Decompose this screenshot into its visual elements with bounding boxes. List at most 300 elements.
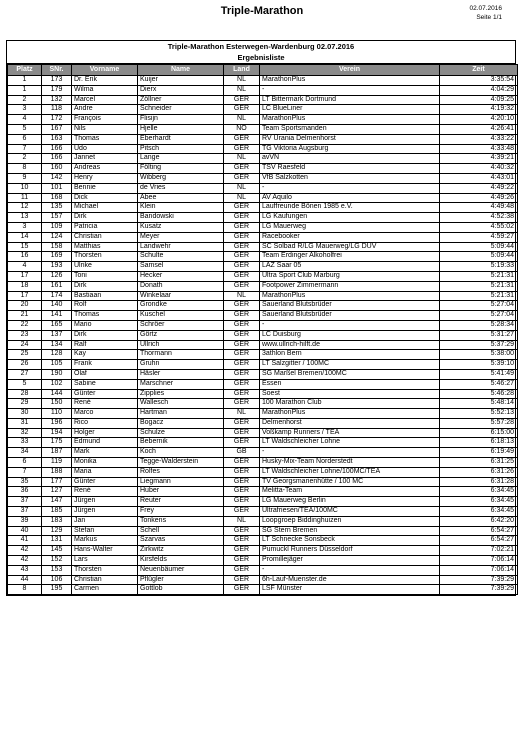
cell-snr: 134 [42, 340, 72, 350]
cell-verein: Essen [260, 379, 440, 389]
cell-platz: 8 [8, 585, 42, 595]
cell-platz: 2 [8, 95, 42, 105]
table-row [8, 242, 518, 252]
cell-vorname: Nils [72, 124, 138, 134]
cell-verein: TV Georgsmarienhütte / 100 MC [260, 477, 440, 487]
cell-platz: 10 [8, 183, 42, 193]
table-row [8, 565, 518, 575]
cell-land: GER [224, 252, 260, 262]
cell-land: GER [224, 556, 260, 566]
cell-verein: Sauerland Blutsbrüder [260, 311, 440, 321]
cell-name: Fölting [138, 164, 224, 174]
cell-name: Lange [138, 154, 224, 164]
table-row [8, 360, 518, 370]
cell-snr: 190 [42, 369, 72, 379]
cell-zeit: 7:06:14 [440, 556, 518, 566]
cell-zeit: 5:52:13 [440, 409, 518, 419]
cell-land: GER [224, 311, 260, 321]
cell-name: Ullrich [138, 340, 224, 350]
cell-land: GER [224, 389, 260, 399]
cell-vorname: Matthias [72, 242, 138, 252]
cell-snr: 150 [42, 399, 72, 409]
cell-zeit: 5:21:31 [440, 291, 518, 301]
cell-snr: 124 [42, 232, 72, 242]
cell-land: GER [224, 467, 260, 477]
cell-snr: 168 [42, 193, 72, 203]
cell-verein: - [260, 183, 440, 193]
cell-land: GER [224, 360, 260, 370]
cell-name: Pitsch [138, 144, 224, 154]
cell-platz: 31 [8, 418, 42, 428]
cell-snr: 177 [42, 477, 72, 487]
cell-name: Frey [138, 507, 224, 517]
cell-zeit: 7:39:29 [440, 575, 518, 585]
cell-verein: LT Schnecke Sonsbeck [260, 536, 440, 546]
cell-zeit: 5:09:44 [440, 252, 518, 262]
cell-snr: 132 [42, 95, 72, 105]
cell-name: de Vries [138, 183, 224, 193]
cell-snr: 165 [42, 320, 72, 330]
table-row [8, 516, 518, 526]
cell-name: Landwehr [138, 242, 224, 252]
cell-verein: MarathonPlus [260, 76, 440, 86]
cell-platz: 3 [8, 105, 42, 115]
cell-verein: Pumuckl Runners Düsseldorf [260, 546, 440, 556]
cell-snr: 158 [42, 242, 72, 252]
cell-platz: 43 [8, 565, 42, 575]
cell-vorname: Jan [72, 516, 138, 526]
cell-snr: 193 [42, 262, 72, 272]
cell-platz: 20 [8, 301, 42, 311]
cell-snr: 179 [42, 85, 72, 95]
cell-platz: 28 [8, 389, 42, 399]
cell-name: Winkelaar [138, 291, 224, 301]
cell-name: Hjelle [138, 124, 224, 134]
cell-vorname: Thomas [72, 134, 138, 144]
cell-verein: LG Mauerweg Berlin [260, 497, 440, 507]
cell-name: Schröer [138, 320, 224, 330]
cell-snr: 102 [42, 379, 72, 389]
cell-vorname: Markus [72, 536, 138, 546]
cell-zeit: 4:19:32 [440, 105, 518, 115]
col-header-platz: Platz [8, 65, 42, 76]
cell-vorname: Christian [72, 575, 138, 585]
table-row [8, 193, 518, 203]
cell-name: Abee [138, 193, 224, 203]
cell-verein: Delmenhorst [260, 418, 440, 428]
cell-vorname: Kay [72, 350, 138, 360]
cell-verein: Ultrafriesen/TEA/100MC [260, 507, 440, 517]
cell-zeit: 4:39:21 [440, 154, 518, 164]
cell-snr: 105 [42, 360, 72, 370]
cell-verein: Team Sportsmanden [260, 124, 440, 134]
cell-verein: SG Marßel Bremen/100MC [260, 369, 440, 379]
cell-land: GER [224, 438, 260, 448]
cell-verein: avVN [260, 154, 440, 164]
cell-verein: AV Aquilo [260, 193, 440, 203]
table-row [8, 585, 518, 595]
cell-zeit: 6:31:28 [440, 477, 518, 487]
cell-platz: 40 [8, 526, 42, 536]
table-row [8, 291, 518, 301]
table-row [8, 369, 518, 379]
cell-verein: MarathonPlus [260, 409, 440, 419]
cell-land: NL [224, 76, 260, 86]
cell-verein: 6h-Lauf-Muenster.de [260, 575, 440, 585]
cell-name: Koch [138, 448, 224, 458]
table-row [8, 173, 518, 183]
cell-vorname: Andre [72, 105, 138, 115]
table-row [8, 124, 518, 134]
cell-land: GER [224, 173, 260, 183]
cell-vorname: Thorsten [72, 565, 138, 575]
table-row [8, 389, 518, 399]
cell-name: Kuijer [138, 76, 224, 86]
cell-snr: 187 [42, 448, 72, 458]
cell-vorname: Henry [72, 173, 138, 183]
cell-verein: - [260, 85, 440, 95]
cell-platz: 1 [8, 76, 42, 86]
cell-vorname: Monika [72, 458, 138, 468]
cell-vorname: Hans-Walter [72, 546, 138, 556]
cell-zeit: 4:20:10 [440, 115, 518, 125]
table-header-row [8, 65, 518, 76]
cell-vorname: Ralf [72, 340, 138, 350]
table-row [8, 85, 518, 95]
cell-land: GER [224, 203, 260, 213]
cell-vorname: Bastiaan [72, 291, 138, 301]
table-row [8, 330, 518, 340]
cell-verein: - [260, 565, 440, 575]
cell-snr: 145 [42, 546, 72, 556]
table-row [8, 115, 518, 125]
cell-land: GER [224, 301, 260, 311]
cell-land: GER [224, 536, 260, 546]
cell-name: Zöllner [138, 95, 224, 105]
cell-name: Huber [138, 487, 224, 497]
cell-platz: 26 [8, 360, 42, 370]
cell-verein: LT Waldschleicher Lohne/100MC/TEA [260, 467, 440, 477]
cell-verein: Racebooker [260, 232, 440, 242]
table-row [8, 526, 518, 536]
cell-name: Tegge-Walderstein [138, 458, 224, 468]
cell-snr: 167 [42, 124, 72, 134]
cell-land: NL [224, 409, 260, 419]
results-box [6, 40, 516, 596]
cell-name: Hartman [138, 409, 224, 419]
cell-zeit: 4:55:02 [440, 222, 518, 232]
cell-verein: Husky-Mix-Team Norderstedt [260, 458, 440, 468]
cell-snr: 131 [42, 536, 72, 546]
cell-platz: 29 [8, 399, 42, 409]
table-row [8, 281, 518, 291]
cell-vorname: Günter [72, 477, 138, 487]
cell-name: Kusatz [138, 222, 224, 232]
cell-verein: Team Erdinger Alkoholfrei [260, 252, 440, 262]
event-subtitle: Ergebnisliste [7, 52, 515, 64]
cell-vorname: Rico [72, 418, 138, 428]
cell-land: GB [224, 448, 260, 458]
col-header-vorname: Vorname [72, 65, 138, 76]
cell-vorname: René [72, 487, 138, 497]
cell-verein: LG Kaufungen [260, 213, 440, 223]
cell-land: NL [224, 193, 260, 203]
cell-name: Tonkens [138, 516, 224, 526]
cell-snr: 153 [42, 565, 72, 575]
table-row [8, 507, 518, 517]
cell-platz: 16 [8, 252, 42, 262]
cell-land: GER [224, 487, 260, 497]
cell-zeit: 6:54:27 [440, 536, 518, 546]
col-header-snr: SNr. [42, 65, 72, 76]
cell-land: GER [224, 95, 260, 105]
cell-vorname: René [72, 399, 138, 409]
cell-zeit: 4:04:29 [440, 85, 518, 95]
cell-platz: 37 [8, 497, 42, 507]
cell-name: Bogacz [138, 418, 224, 428]
cell-name: Eberhardt [138, 134, 224, 144]
cell-vorname: Dirk [72, 213, 138, 223]
cell-land: GER [224, 369, 260, 379]
cell-vorname: Mark [72, 448, 138, 458]
cell-land: NL [224, 291, 260, 301]
table-row [8, 428, 518, 438]
cell-verein: 100 Marathon Club [260, 399, 440, 409]
cell-snr: 166 [42, 154, 72, 164]
cell-snr: 110 [42, 409, 72, 419]
cell-snr: 129 [42, 526, 72, 536]
cell-name: Meyer [138, 232, 224, 242]
cell-name: Zipplies [138, 389, 224, 399]
cell-land: GER [224, 585, 260, 595]
cell-platz: 6 [8, 458, 42, 468]
cell-vorname: Stefan [72, 526, 138, 536]
cell-zeit: 5:21:31 [440, 271, 518, 281]
cell-snr: 106 [42, 575, 72, 585]
cell-snr: 126 [42, 271, 72, 281]
cell-name: Klein [138, 203, 224, 213]
cell-vorname: Olaf [72, 369, 138, 379]
cell-zeit: 4:40:32 [440, 164, 518, 174]
cell-platz: 37 [8, 507, 42, 517]
cell-land: GER [224, 497, 260, 507]
cell-snr: 161 [42, 281, 72, 291]
table-row [8, 546, 518, 556]
cell-zeit: 4:33:22 [440, 134, 518, 144]
cell-land: GER [224, 575, 260, 585]
cell-name: Hecker [138, 271, 224, 281]
table-row [8, 458, 518, 468]
table-row [8, 350, 518, 360]
cell-vorname: François [72, 115, 138, 125]
cell-name: Rolfes [138, 467, 224, 477]
cell-platz: 1 [8, 85, 42, 95]
cell-zeit: 7:02:21 [440, 546, 518, 556]
cell-land: GER [224, 213, 260, 223]
table-row [8, 448, 518, 458]
cell-zeit: 5:46:27 [440, 379, 518, 389]
cell-name: Szarvas [138, 536, 224, 546]
cell-verein: VfB Salzkotten [260, 173, 440, 183]
cell-zeit: 6:34:45 [440, 507, 518, 517]
cell-vorname: Maria [72, 467, 138, 477]
cell-zeit: 5:57:28 [440, 418, 518, 428]
cell-land: GER [224, 526, 260, 536]
cell-snr: 194 [42, 428, 72, 438]
cell-verein: Sauerland Blutsbrüder [260, 301, 440, 311]
cell-name: Schneider [138, 105, 224, 115]
cell-name: Marschner [138, 379, 224, 389]
cell-platz: 27 [8, 369, 42, 379]
cell-snr: 109 [42, 222, 72, 232]
cell-snr: 174 [42, 291, 72, 301]
cell-snr: 196 [42, 418, 72, 428]
cell-platz: 42 [8, 546, 42, 556]
cell-zeit: 6:42:20 [440, 516, 518, 526]
cell-verein: - [260, 320, 440, 330]
cell-name: Wibberg [138, 173, 224, 183]
cell-verein: LT Bittermark Dortmund [260, 95, 440, 105]
cell-verein: TG Viktoria Augsburg [260, 144, 440, 154]
cell-vorname: Michael [72, 203, 138, 213]
cell-land: GER [224, 350, 260, 360]
cell-land: NL [224, 115, 260, 125]
cell-snr: 127 [42, 487, 72, 497]
cell-name: Pflügler [138, 575, 224, 585]
cell-vorname: Dirk [72, 281, 138, 291]
cell-vorname: Günter [72, 389, 138, 399]
table-row [8, 497, 518, 507]
cell-vorname: Frank [72, 360, 138, 370]
table-row [8, 222, 518, 232]
cell-vorname: Christian [72, 232, 138, 242]
cell-platz: 7 [8, 144, 42, 154]
cell-name: Liegmann [138, 477, 224, 487]
cell-snr: 144 [42, 389, 72, 399]
table-row [8, 271, 518, 281]
cell-name: Samsel [138, 262, 224, 272]
cell-land: NL [224, 516, 260, 526]
cell-name: Zirkwitz [138, 546, 224, 556]
cell-platz: 21 [8, 311, 42, 321]
cell-land: NL [224, 183, 260, 193]
cell-zeit: 6:18:13 [440, 438, 518, 448]
col-header-name: Name [138, 65, 224, 76]
col-header-verein: Verein [260, 65, 440, 76]
cell-platz: 2 [8, 154, 42, 164]
cell-land: GER [224, 232, 260, 242]
table-row [8, 487, 518, 497]
cell-zeit: 4:49:22 [440, 183, 518, 193]
cell-zeit: 5:39:10 [440, 360, 518, 370]
table-row [8, 399, 518, 409]
results-container [6, 40, 516, 596]
cell-vorname: Ulrike [72, 262, 138, 272]
cell-name: Neuenbäumer [138, 565, 224, 575]
cell-verein: TSV Raesfeld [260, 164, 440, 174]
cell-verein: LT Salzgitter / 100MC [260, 360, 440, 370]
cell-snr: 185 [42, 507, 72, 517]
cell-zeit: 4:49:48 [440, 203, 518, 213]
cell-snr: 118 [42, 105, 72, 115]
cell-snr: 166 [42, 144, 72, 154]
cell-land: NL [224, 85, 260, 95]
cell-zeit: 5:48:14 [440, 399, 518, 409]
cell-vorname: Bennie [72, 183, 138, 193]
cell-vorname: Holger [72, 428, 138, 438]
cell-verein: SC Solbad R/LG Mauerweg/LG DUV [260, 242, 440, 252]
cell-verein: - [260, 448, 440, 458]
cell-verein: SG Stern Bremen [260, 526, 440, 536]
cell-vorname: Udo [72, 144, 138, 154]
cell-zeit: 4:09:25 [440, 95, 518, 105]
cell-name: Donath [138, 281, 224, 291]
cell-snr: 183 [42, 516, 72, 526]
cell-verein: Melitta-Team [260, 487, 440, 497]
cell-snr: 152 [42, 556, 72, 566]
cell-zeit: 4:52:38 [440, 213, 518, 223]
cell-snr: 135 [42, 203, 72, 213]
cell-vorname: Thorsten [72, 252, 138, 262]
cell-zeit: 4:43:01 [440, 173, 518, 183]
table-row [8, 536, 518, 546]
table-row [8, 379, 518, 389]
cell-land: GER [224, 271, 260, 281]
cell-land: GER [224, 281, 260, 291]
cell-zeit: 4:26:41 [440, 124, 518, 134]
cell-name: Gottlob [138, 585, 224, 595]
results-table [7, 64, 518, 595]
table-row [8, 262, 518, 272]
table-row [8, 144, 518, 154]
cell-zeit: 6:31:26 [440, 467, 518, 477]
cell-zeit: 6:34:45 [440, 487, 518, 497]
table-row [8, 76, 518, 86]
cell-platz: 22 [8, 320, 42, 330]
cell-verein: Loopgroep Biddinghuizen [260, 516, 440, 526]
table-row [8, 418, 518, 428]
cell-verein: LC BlueLiner [260, 105, 440, 115]
cell-platz: 6 [8, 134, 42, 144]
cell-name: Dierx [138, 85, 224, 95]
cell-platz: 33 [8, 438, 42, 448]
cell-snr: 175 [42, 438, 72, 448]
table-row [8, 575, 518, 585]
cell-platz: 34 [8, 448, 42, 458]
cell-land: GER [224, 105, 260, 115]
cell-zeit: 5:19:33 [440, 262, 518, 272]
cell-snr: 141 [42, 311, 72, 321]
cell-platz: 11 [8, 193, 42, 203]
cell-platz: 24 [8, 340, 42, 350]
cell-snr: 160 [42, 164, 72, 174]
cell-land: GER [224, 222, 260, 232]
cell-land: GER [224, 134, 260, 144]
cell-snr: 195 [42, 585, 72, 595]
cell-land: GER [224, 428, 260, 438]
cell-verein: LSF Münster [260, 585, 440, 595]
cell-platz: 13 [8, 213, 42, 223]
cell-vorname: Sabine [72, 379, 138, 389]
cell-snr: 137 [42, 330, 72, 340]
cell-zeit: 5:46:28 [440, 389, 518, 399]
table-row [8, 183, 518, 193]
cell-verein: Footpower Zimmermann [260, 281, 440, 291]
cell-snr: 128 [42, 350, 72, 360]
cell-land: GER [224, 262, 260, 272]
cell-vorname: Carmen [72, 585, 138, 595]
cell-land: GER [224, 399, 260, 409]
